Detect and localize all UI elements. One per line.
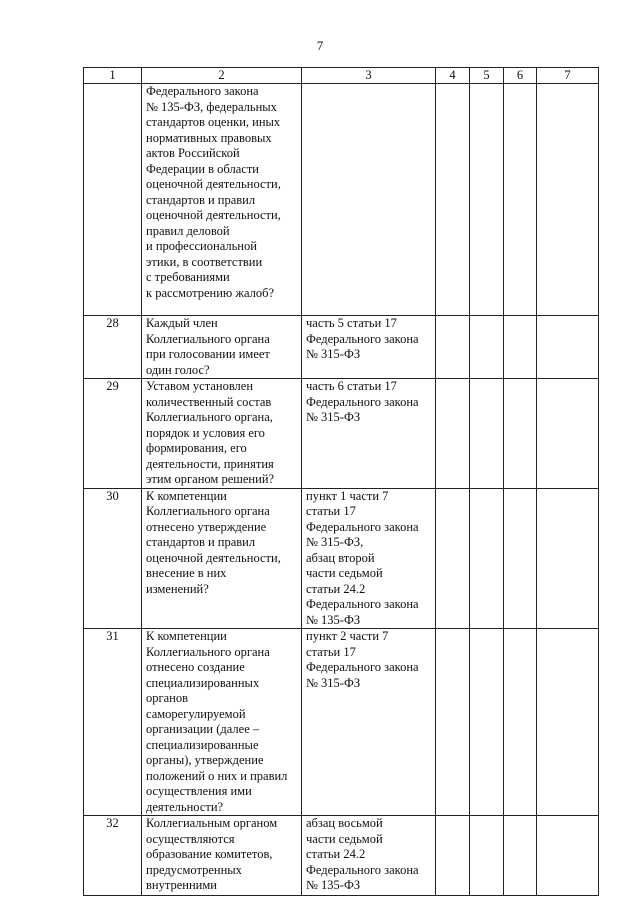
empty-cell-col-7	[537, 379, 599, 489]
table-row	[84, 629, 599, 816]
reference-line: пункт 1 части 7	[306, 488, 389, 503]
question-line: оценочной деятельности,	[146, 177, 281, 191]
col-header-6: 6	[504, 68, 537, 84]
question-line: организации (далее –	[146, 722, 260, 736]
question-line: порядок и условия его	[146, 425, 265, 440]
question-line: Коллегиального органа	[146, 644, 270, 659]
legal-reference-cell	[302, 316, 436, 379]
question-line: предусмотренных	[146, 862, 242, 877]
question-line: оценочной деятельности,	[146, 208, 281, 222]
reference-line: № 135-ФЗ	[306, 612, 361, 627]
reference-line: Федерального закона	[306, 331, 419, 346]
reference-line: части седьмой	[306, 566, 383, 580]
question-line: Уставом установлен	[146, 379, 254, 393]
page-number: 7	[316, 38, 324, 53]
question-line: органы), утверждение	[146, 753, 264, 767]
reference-line: абзац второй	[306, 550, 375, 565]
empty-cell-col-5	[470, 316, 504, 379]
empty-cell-col-7	[537, 84, 599, 316]
question-line: этики, в соответствии	[146, 254, 263, 269]
table-row	[84, 816, 599, 896]
table-row	[84, 379, 599, 489]
table-row	[84, 316, 599, 379]
reference-line: статьи 24.2	[306, 847, 366, 861]
col-header-5: 5	[470, 68, 504, 84]
col-header-3: 3	[302, 68, 436, 84]
legal-reference-cell	[302, 816, 436, 896]
question-line: изменений?	[146, 581, 209, 596]
empty-cell-col-5	[470, 816, 504, 896]
question-line: осуществления ими	[146, 784, 252, 798]
reference-line: статьи 17	[306, 504, 356, 518]
empty-cell-col-6	[504, 629, 537, 816]
question-line: один голос?	[146, 362, 210, 377]
question-line: Коллегиальным органом	[146, 816, 278, 830]
question-line: Коллегиального органа	[146, 331, 270, 346]
question-line: стандартов и правил	[146, 535, 256, 549]
question-line: оценочной деятельности,	[146, 550, 281, 565]
legal-reference-cell	[302, 379, 436, 489]
empty-cell-col-7	[537, 816, 599, 896]
question-line: К компетенции	[146, 629, 227, 643]
empty-cell-col-4	[436, 316, 470, 379]
reference-line: статьи 17	[306, 644, 356, 659]
question-line: нормативных правовых	[146, 130, 272, 145]
table-row	[84, 488, 599, 629]
question-line: с требованиями	[146, 270, 230, 284]
question-cell	[142, 816, 302, 896]
empty-cell-col-5	[470, 84, 504, 316]
legal-reference-cell	[302, 84, 436, 316]
question-line: образование комитетов,	[146, 847, 273, 861]
legal-reference-cell	[302, 488, 436, 629]
empty-cell-col-6	[504, 379, 537, 489]
empty-cell-col-4	[436, 84, 470, 316]
question-line: внесение в них	[146, 566, 227, 580]
reference-line: Федерального закона	[306, 597, 419, 611]
legal-reference-cell	[302, 629, 436, 816]
question-line: внутренними	[146, 878, 217, 892]
reference-line: Федерального закона	[306, 394, 419, 409]
empty-cell-col-6	[504, 316, 537, 379]
reference-line: № 135-ФЗ	[306, 878, 361, 892]
question-line: положений о них и правил	[146, 768, 288, 783]
reference-line: Федерального закона	[306, 519, 419, 534]
question-line: формирования, его	[146, 441, 247, 455]
question-line: Коллегиального органа,	[146, 410, 273, 424]
question-line: специализированные	[146, 737, 259, 752]
reference-line: № 315-ФЗ	[306, 675, 361, 690]
question-line: Коллегиального органа	[146, 504, 270, 518]
col-header-4: 4	[436, 68, 470, 84]
reference-line: № 315-ФЗ	[306, 347, 361, 361]
row-number: 32	[84, 816, 142, 896]
empty-cell-col-4	[436, 379, 470, 489]
question-line: стандартов и правил	[146, 192, 256, 207]
question-line: и профессиональной	[146, 239, 257, 253]
question-cell	[142, 84, 302, 316]
question-line: отнесено утверждение	[146, 519, 267, 534]
question-line: специализированных	[146, 675, 260, 690]
reference-line: пункт 2 части 7	[306, 629, 389, 643]
table-row	[84, 84, 599, 316]
checklist-table	[83, 67, 599, 896]
question-line: этим органом решений?	[146, 472, 275, 486]
question-line: К компетенции	[146, 488, 227, 503]
question-cell	[142, 629, 302, 816]
empty-cell-col-7	[537, 316, 599, 379]
row-number: 28	[84, 316, 142, 379]
header-row	[84, 68, 599, 84]
row-number	[84, 84, 142, 316]
empty-cell-col-4	[436, 816, 470, 896]
empty-cell-col-4	[436, 629, 470, 816]
empty-cell-col-5	[470, 488, 504, 629]
reference-line: статьи 24.2	[306, 581, 366, 596]
question-line: актов Российской	[146, 146, 240, 160]
empty-cell-col-4	[436, 488, 470, 629]
question-line: Федерального закона	[146, 84, 259, 98]
question-line: осуществляются	[146, 831, 235, 846]
question-cell	[142, 316, 302, 379]
table-body	[84, 84, 599, 896]
empty-cell-col-6	[504, 816, 537, 896]
empty-cell-col-7	[537, 488, 599, 629]
empty-cell-col-5	[470, 379, 504, 489]
question-line: саморегулируемой	[146, 706, 246, 721]
row-number: 30	[84, 488, 142, 629]
col-header-1: 1	[84, 68, 142, 84]
reference-line: Федерального закона	[306, 862, 419, 877]
empty-cell-col-5	[470, 629, 504, 816]
question-line: стандартов оценки, иных	[146, 115, 281, 129]
question-line: количественный состав	[146, 394, 272, 409]
reference-line: часть 6 статьи 17	[306, 379, 397, 393]
reference-line: № 315-ФЗ,	[306, 535, 364, 549]
row-number: 31	[84, 629, 142, 816]
reference-line: части седьмой	[306, 831, 383, 846]
question-line: деятельности, принятия	[146, 456, 274, 471]
question-line: № 135-ФЗ, федеральных	[146, 99, 277, 114]
question-line: к рассмотрению жалоб?	[146, 285, 275, 300]
col-header-7: 7	[537, 68, 599, 84]
row-number: 29	[84, 379, 142, 489]
empty-cell-col-6	[504, 84, 537, 316]
question-line: отнесено создание	[146, 660, 245, 674]
question-line: правил деловой	[146, 223, 230, 238]
reference-line: Федерального закона	[306, 660, 419, 674]
question-line: деятельности?	[146, 799, 224, 814]
reference-line: № 315-ФЗ	[306, 410, 361, 424]
question-cell	[142, 379, 302, 489]
reference-line: абзац восьмой	[306, 816, 383, 830]
reference-line: часть 5 статьи 17	[306, 316, 397, 330]
question-line: Федерации в области	[146, 161, 259, 176]
question-cell	[142, 488, 302, 629]
question-line: органов	[146, 691, 189, 705]
empty-cell-col-7	[537, 629, 599, 816]
col-header-2: 2	[142, 68, 302, 84]
empty-cell-col-6	[504, 488, 537, 629]
question-line: при голосовании имеет	[146, 347, 270, 361]
question-line: Каждый член	[146, 316, 218, 330]
